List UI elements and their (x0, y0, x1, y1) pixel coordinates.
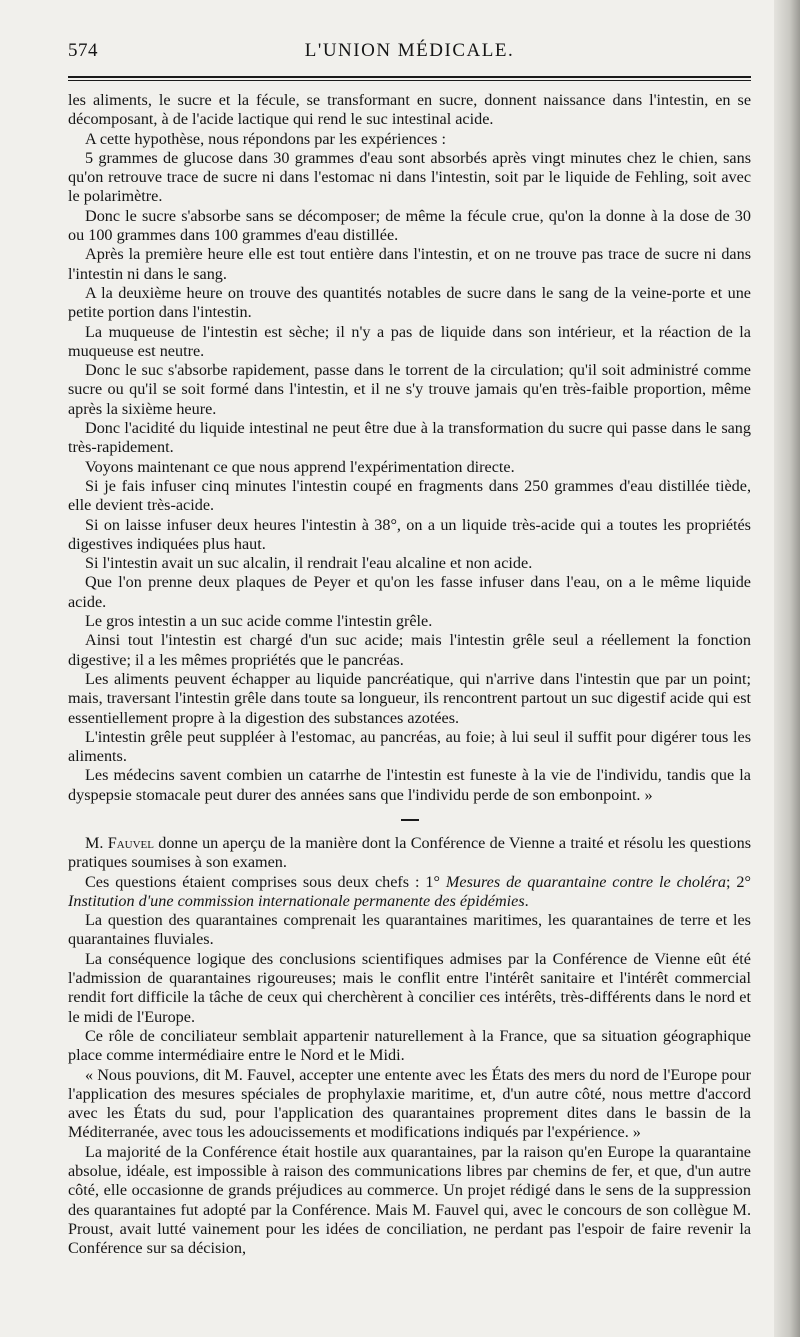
paragraph: Si on laisse infuser deux heures l'intestin à 38°, on a un liquide très-acide qui a toutes les propriétés digestives indiquées plus haut. (68, 515, 751, 553)
chefs-intro: Ces questions étaient comprises sous deux chefs : 1° (85, 872, 446, 891)
paragraph: Les médecins savent combien un catarrhe de l'intestin est funeste à la vie de l'individu, tandis que la dyspepsie stomacale peut durer des années sans que l'individu perde de son embonpoint. » (68, 766, 751, 804)
journal-page (68, 40, 751, 1259)
fauvel-name: M. Fauvel (85, 833, 154, 852)
chefs-mid: ; 2° (726, 872, 751, 891)
section-separator (68, 811, 751, 829)
paragraph: les aliments, le sucre et la fécule, se transformant en sucre, donnent naissance dans l'intestin, en se décomposant, à de l'acide lactique qui rend le suc intestinal acide. (68, 91, 751, 129)
paragraph: Le gros intestin a un suc acide comme l'intestin grêle. (85, 612, 433, 631)
paragraph: Si je fais infuser cinq minutes l'intestin coupé en fragments dans 250 grammes d'eau distillée tiède, elle devient très-acide. (68, 476, 751, 515)
header-rule-thin (68, 80, 751, 81)
page-spine-shadow (774, 0, 800, 1337)
fauvel-paragraph (68, 834, 751, 873)
article-body (68, 91, 751, 1259)
journal-title: L'UNION MÉDICALE. (304, 40, 515, 61)
chefs-paragraph (68, 873, 751, 912)
paragraph: Donc le sucre s'absorbe sans se décomposer; de même la fécule crue, qu'on la donne à la dose de 30 ou 100 grammes dans 100 grammes d'eau distillée. (68, 206, 751, 245)
running-head (68, 40, 751, 68)
paragraph: L'intestin grêle peut suppléer à l'estomac, au pancréas, au foie; à lui seul il suffit pour digérer tous les aliments. (68, 727, 751, 766)
paragraph: Si l'intestin avait un suc alcalin, il rendrait l'eau alcaline et non acide. (85, 554, 533, 573)
paragraph: Après la première heure elle est tout entière dans l'intestin, et on ne trouve pas trace de sucre ni dans l'intestin ni dans le sang. (68, 245, 751, 283)
paragraph: La muqueuse de l'intestin est sèche; il n'y a pas de liquide dans son intérieur, et la réaction de la muqueuse est neutre. (68, 322, 751, 360)
paragraph: Ce rôle de conciliateur semblait appartenir naturellement à la France, que sa situation géographique place comme intermédiaire entre le Nord et le Midi. (68, 1026, 751, 1065)
paragraph: La majorité de la Conférence était hostile aux quarantaines, par la raison qu'en Europe la quarantaine absolue, idéale, est impossible à raison des communications libres par chemins de fer, et que, d'un autre côté, elle occasionne de grands préjudices au commerce. Un projet rédigé dans le sens de la suppression des quarantaines fut adopté par la Conférence. Mais M. Fauvel qui, avec le concours de son collègue M. Proust, avait lutté vainement pour les idées de conciliation, ne perdant pas l'espoir de faire revenir la Conférence sur sa décision, (68, 1142, 751, 1258)
chefs-item2: Institution d'une commission internationale permanente des épidémies (68, 891, 525, 910)
chefs-end: . (524, 891, 529, 910)
paragraph: La question des quarantaines comprenait les quarantaines maritimes, les quarantaines de terre et les quarantaines fluviales. (68, 911, 751, 949)
paragraph: Que l'on prenne deux plaques de Peyer et qu'on les fasse infuser dans l'eau, on a le même liquide acide. (68, 573, 751, 611)
paragraph: Voyons maintenant ce que nous apprend l'expérimentation directe. (85, 457, 515, 476)
paragraph: Les aliments peuvent échapper au liquide pancréatique, qui n'arrive dans l'intestin que par un point; mais, traversant l'intestin grêle dans toute sa longueur, ils rencontrent partout un suc digestif acide qui est essentiellement propre à la digestion des substances azotées. (68, 669, 751, 727)
paragraph: A la deuxième heure on trouve des quantités notables de sucre dans le sang de la veine-porte et une petite portion dans l'intestin. (68, 283, 751, 322)
header-rule (68, 76, 751, 78)
paragraphs-part1 (68, 91, 751, 805)
page-number: 574 (68, 40, 98, 61)
paragraph: A cette hypothèse, nous répondons par les expériences : (85, 129, 446, 148)
paragraph: 5 grammes de glucose dans 30 grammes d'eau sont absorbés après vingt minutes chez le chien, sans qu'on retrouve trace de sucre ni dans l'estomac ni dans l'intestin, soit par le liquide de Fehling, soit avec le polarimètre. (68, 148, 751, 206)
paragraph: Donc l'acidité du liquide intestinal ne peut être due à la transformation du sucre qui passe dans le sang très-rapidement. (68, 419, 751, 457)
fauvel-text: donne un aperçu de la manière dont la Conférence de Vienne a traité et résolu les questions pratiques soumises à son examen. (68, 833, 751, 872)
paragraphs-part2 (68, 911, 751, 1258)
chefs-item1: Mesures de quarantaine contre le choléra (445, 872, 727, 891)
paragraph: Ainsi tout l'intestin est chargé d'un suc acide; mais l'intestin grêle seul a réellement la fonction digestive; il a les mêmes propriétés que le pancréas. (68, 631, 751, 669)
paragraph: « Nous pouvions, dit M. Fauvel, accepter une entente avec les États des mers du nord de l'Europe pour l'application des mesures spéciales de prophylaxie maritime, et, d'un autre côté, nous mettre d'accord avec les États du sud, pour l'application des quarantaines proprement dites dans le bassin de la Méditerranée, avec tous les adoucissements et modifications indiqués par l'expérience. » (68, 1065, 751, 1142)
paragraph: La conséquence logique des conclusions scientifiques admises par la Conférence de Vienne eût été l'admission de quarantaines rigoureuses; mais le conflit entre l'intérêt sanitaire et l'intérêt commercial rendit fort difficile la tâche de ceux qui cherchèrent à concilier ces intérêts, très-différents dans le nord et le midi de l'Europe. (68, 949, 751, 1026)
paragraph: Donc le suc s'absorbe rapidement, passe dans le torrent de la circulation; qu'il soit administré comme sucre ou qu'il se soit formé dans l'intestin, et il ne s'y trouve jamais qu'en très-faible proportion, même après la sixième heure. (68, 361, 751, 418)
